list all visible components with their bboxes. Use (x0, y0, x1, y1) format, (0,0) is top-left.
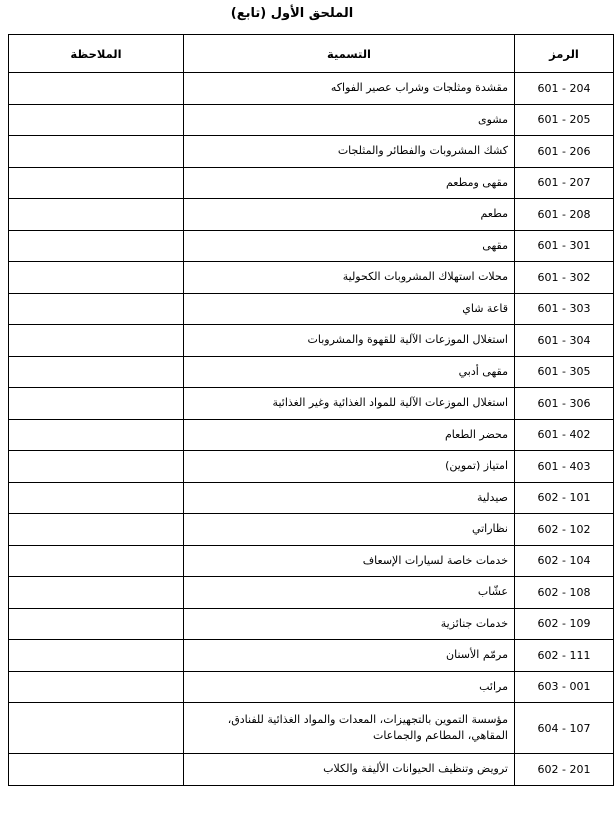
cell-code: 601 - 302 (515, 262, 614, 294)
cell-note (9, 640, 184, 672)
cell-note (9, 754, 184, 786)
cell-code: 601 - 204 (515, 73, 614, 105)
cell-note (9, 167, 184, 199)
cell-note (9, 451, 184, 483)
cell-code: 604 - 107 (515, 703, 614, 754)
table-row (9, 230, 614, 262)
cell-code: 601 - 403 (515, 451, 614, 483)
cell-name: مشوى (184, 104, 515, 136)
cell-code: 601 - 206 (515, 136, 614, 168)
cell-name: محلات استهلاك المشروبات الكحولية (184, 262, 515, 294)
cell-name: مؤسسة التموين بالتجهيزات، المعدات والمواد الغذائية للفنادق، المقاهي، المطاعم والجماعات (184, 703, 515, 754)
table-row (9, 671, 614, 703)
cell-note (9, 104, 184, 136)
cell-code: 601 - 301 (515, 230, 614, 262)
cell-code: 601 - 305 (515, 356, 614, 388)
cell-code: 601 - 303 (515, 293, 614, 325)
cell-note (9, 73, 184, 105)
table-row (9, 545, 614, 577)
cell-note (9, 703, 184, 754)
table-row (9, 640, 614, 672)
cell-name: صيدلية (184, 482, 515, 514)
page-title: الملحق الأول (تابع) (230, 6, 354, 21)
cell-code: 602 - 108 (515, 577, 614, 609)
annex-table (8, 34, 614, 786)
cell-code: 601 - 205 (515, 104, 614, 136)
cell-code: 602 - 104 (515, 545, 614, 577)
cell-note (9, 671, 184, 703)
table-row (9, 451, 614, 483)
cell-name: ترويض وتنظيف الحيوانات الأليفة والكلاب (184, 754, 515, 786)
cell-code: 601 - 304 (515, 325, 614, 357)
cell-name: كشك المشروبات والفطائر والمثلجات (184, 136, 515, 168)
cell-note (9, 388, 184, 420)
cell-code: 603 - 001 (515, 671, 614, 703)
cell-name: محضر الطعام (184, 419, 515, 451)
cell-note (9, 262, 184, 294)
table-row (9, 199, 614, 231)
cell-note (9, 545, 184, 577)
cell-note (9, 419, 184, 451)
table-row (9, 167, 614, 199)
table-row (9, 73, 614, 105)
cell-code: 602 - 102 (515, 514, 614, 546)
cell-note (9, 230, 184, 262)
table-row (9, 703, 614, 754)
cell-name: مقهى (184, 230, 515, 262)
table-row (9, 577, 614, 609)
cell-name: خدمات خاصة لسيارات الإسعاف (184, 545, 515, 577)
cell-note (9, 608, 184, 640)
cell-note (9, 514, 184, 546)
cell-note (9, 482, 184, 514)
cell-name: امتياز (تموين) (184, 451, 515, 483)
table-row (9, 388, 614, 420)
table-row (9, 419, 614, 451)
cell-name: عشّاب (184, 577, 515, 609)
table-row (9, 325, 614, 357)
table-row (9, 754, 614, 786)
table-row (9, 136, 614, 168)
table-row (9, 356, 614, 388)
cell-name: مطعم (184, 199, 515, 231)
cell-name: استغلال الموزعات الآلية للمواد الغذائية وغير الغذائية (184, 388, 515, 420)
cell-name: مقشدة ومثلجات وشراب عصير الفواكه (184, 73, 515, 105)
cell-note (9, 136, 184, 168)
table-row (9, 514, 614, 546)
table-row (9, 262, 614, 294)
cell-note (9, 293, 184, 325)
cell-note (9, 577, 184, 609)
cell-name: قاعة شاي (184, 293, 515, 325)
cell-name: نظاراتي (184, 514, 515, 546)
cell-code: 601 - 306 (515, 388, 614, 420)
cell-code: 601 - 402 (515, 419, 614, 451)
cell-code: 602 - 201 (515, 754, 614, 786)
table-row (9, 482, 614, 514)
table-header-row (9, 35, 614, 73)
table-body (9, 73, 614, 786)
cell-code: 602 - 111 (515, 640, 614, 672)
header-code: الرمز (515, 35, 614, 73)
table-row (9, 608, 614, 640)
header-note: الملاحظة (9, 35, 184, 73)
cell-name: مقهى ومطعم (184, 167, 515, 199)
cell-name: استغلال الموزعات الآلية للقهوة والمشروبات (184, 325, 515, 357)
cell-code: 602 - 101 (515, 482, 614, 514)
cell-code: 602 - 109 (515, 608, 614, 640)
cell-note (9, 356, 184, 388)
cell-name: مرمّم الأسنان (184, 640, 515, 672)
cell-code: 601 - 208 (515, 199, 614, 231)
cell-note (9, 199, 184, 231)
cell-name: خدمات جنائزية (184, 608, 515, 640)
cell-note (9, 325, 184, 357)
cell-name: مرائب (184, 671, 515, 703)
table-row (9, 293, 614, 325)
cell-name: مقهى أدبي (184, 356, 515, 388)
cell-code: 601 - 207 (515, 167, 614, 199)
header-name: التسمية (184, 35, 515, 73)
table-row (9, 104, 614, 136)
